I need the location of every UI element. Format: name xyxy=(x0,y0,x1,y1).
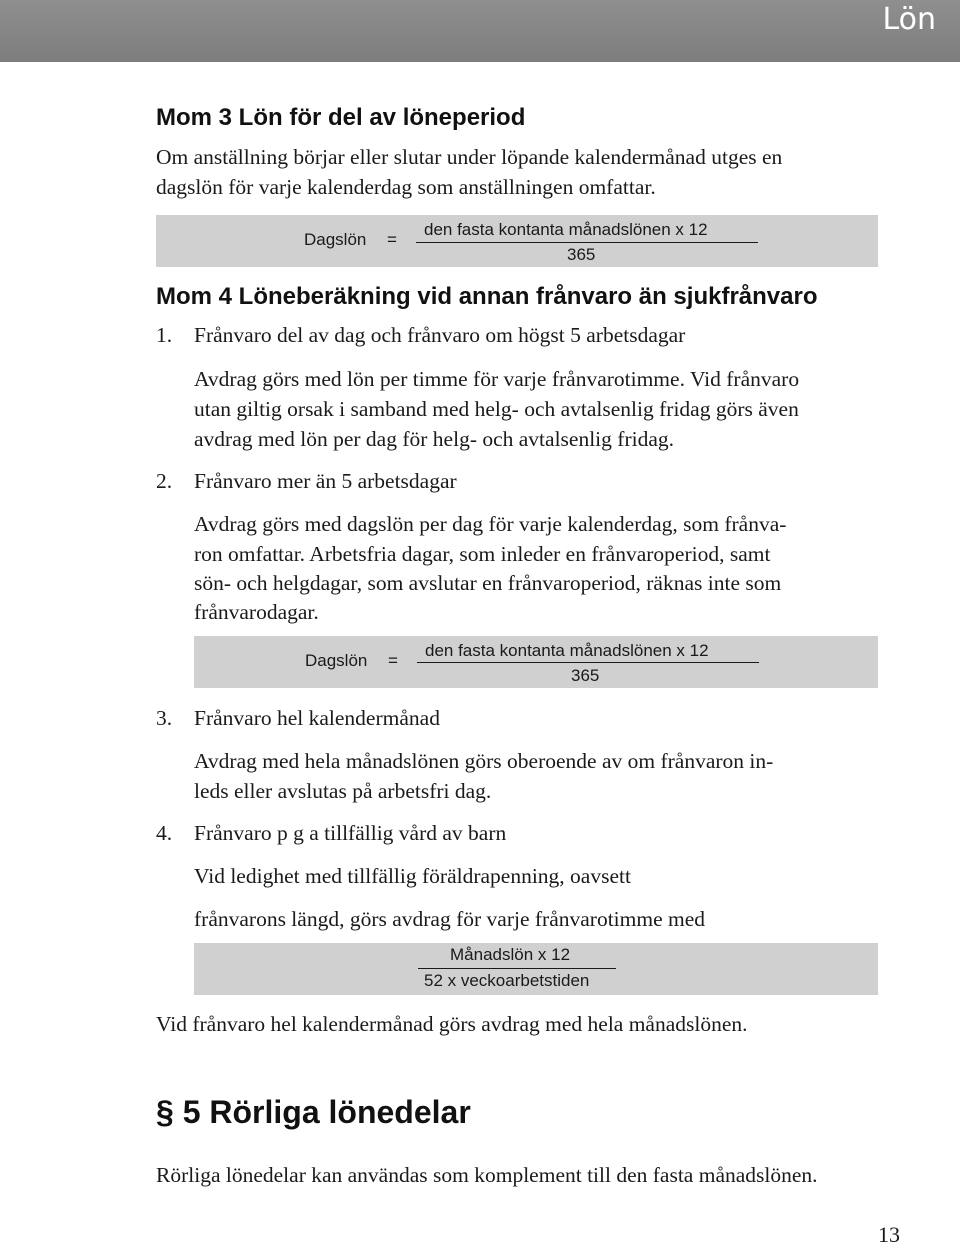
page-number: 13 xyxy=(878,1222,900,1247)
item2-body-line-4: frånvarodagar. xyxy=(194,600,319,624)
item1-body-line-2: utan giltig orsak i samband med helg- och avtalsenlig fridag görs även xyxy=(194,397,799,421)
section5-body: Rörliga lönedelar kan användas som komplement till den fasta månadslönen. xyxy=(156,1163,818,1187)
section5-title: § 5 Rörliga lönedelar xyxy=(156,1094,471,1130)
item1-number: 1. xyxy=(156,323,173,347)
item4-title: Frånvaro p g a tillfällig vård av barn xyxy=(194,821,507,845)
item2-body-line-3: sön- och helgdagar, som avslutar en frånvaroperiod, räknas inte som xyxy=(194,571,782,595)
item4-number: 4. xyxy=(156,821,173,845)
mom3-body-line-2: dagslön för varje kalenderdag som anställningen omfattar. xyxy=(156,175,656,199)
mom4-heading: Mom 4 Löneberäkning vid annan frånvaro än sjukfrånvaro xyxy=(156,283,818,310)
item2-number: 2. xyxy=(156,469,173,493)
fraction-line xyxy=(417,662,759,663)
item3-title: Frånvaro hel kalendermånad xyxy=(194,706,440,730)
item3-body-line-1: Avdrag med hela månadslönen görs oberoende av om frånvaron in- xyxy=(194,749,774,773)
item1-title: Frånvaro del av dag och frånvaro om högst 5 arbetsdagar xyxy=(194,323,686,347)
item4-body-line-2: frånvarons längd, görs avdrag för varje frånvarotimme med xyxy=(194,907,706,931)
item3-number: 3. xyxy=(156,706,173,730)
item2-body-line-1: Avdrag görs med dagslön per dag för varje kalenderdag, som frånva- xyxy=(194,512,787,536)
formula-equals: = xyxy=(388,651,398,670)
formula-dagslon-1 xyxy=(156,215,878,267)
mom3-heading: Mom 3 Lön för del av löneperiod xyxy=(156,104,526,131)
item4-body-line-1: Vid ledighet med tillfällig föräldrapenning, oavsett xyxy=(194,864,631,888)
formula-denominator: 365 xyxy=(567,245,596,264)
item3-body-line-2: leds eller avslutas på arbetsfri dag. xyxy=(194,779,492,803)
fraction-line xyxy=(418,968,616,969)
mom3-body-line-1: Om anställning börjar eller slutar under löpande kalendermånad utges en xyxy=(156,145,783,169)
formula-dagslon-2 xyxy=(194,636,878,688)
formula-lhs: Dagslön xyxy=(305,651,368,670)
mom4-closing: Vid frånvaro hel kalendermånad görs avdrag med hela månadslönen. xyxy=(156,1012,748,1036)
item1-body-line-3: avdrag med lön per dag för helg- och avtalsenlig fridag. xyxy=(194,427,674,451)
formula-numerator: Månadslön x 12 xyxy=(450,945,571,964)
header-title: Lön xyxy=(882,2,936,37)
formula-numerator: den fasta kontanta månadslönen x 12 xyxy=(425,641,709,660)
formula-numerator: den fasta kontanta månadslönen x 12 xyxy=(424,220,708,239)
formula-equals: = xyxy=(387,230,397,249)
formula-timavdrag xyxy=(194,943,878,995)
formula-denominator: 365 xyxy=(571,666,600,685)
header-band xyxy=(0,0,960,62)
item1-body-line-1: Avdrag görs med lön per timme för varje frånvarotimme. Vid frånvaro xyxy=(194,367,800,391)
item2-body-line-2: ron omfattar. Arbetsfria dagar, som inleder en frånvaroperiod, samt xyxy=(194,542,771,566)
fraction-line xyxy=(416,242,758,243)
formula-lhs: Dagslön xyxy=(304,230,367,249)
item2-title: Frånvaro mer än 5 arbetsdagar xyxy=(194,469,457,493)
formula-denominator: 52 x veckoarbetstiden xyxy=(424,971,590,990)
